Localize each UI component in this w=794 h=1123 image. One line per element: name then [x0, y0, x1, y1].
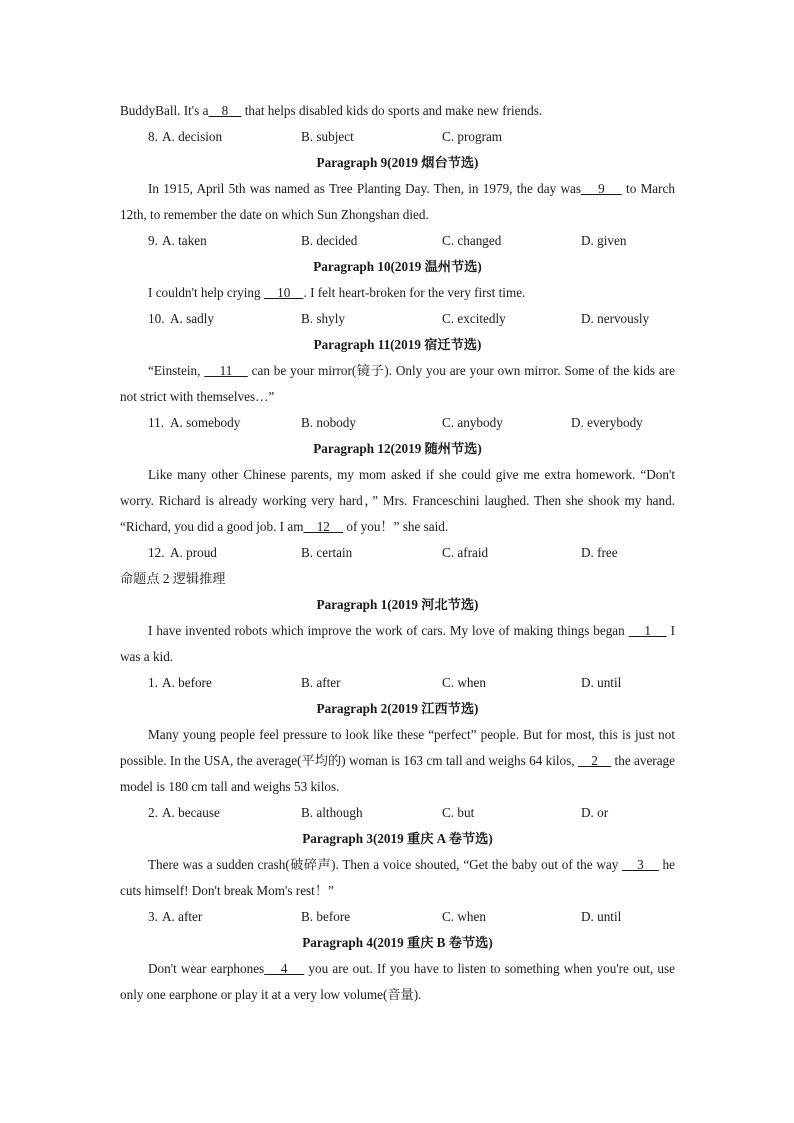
paragraph-1-text [120, 618, 675, 670]
option-c: C. changed [442, 233, 502, 248]
text: Don't wear earphones [148, 961, 265, 976]
paragraph-2-text [120, 722, 675, 800]
text: BuddyBall. It's a [120, 103, 209, 118]
text: you are out. If you have to listen to something when you're out, use only one earphone or play it at a very low volume(音量). [120, 961, 675, 1002]
options-1 [120, 670, 675, 696]
paragraph-10-heading: Paragraph 10(2019 温州节选) [313, 259, 482, 274]
option-c: C. afraid [442, 545, 489, 560]
option-d: D. given [581, 233, 627, 248]
option-d: D. free [581, 545, 618, 560]
paragraph-9-heading: Paragraph 9(2019 烟台节选) [316, 155, 479, 170]
blank-1: 1 [628, 623, 667, 638]
blank-3: 3 [622, 857, 659, 872]
options-8 [120, 124, 675, 150]
option-a: A. because [162, 805, 220, 820]
option-a: A. taken [162, 233, 207, 248]
option-a: A. proud [170, 545, 217, 560]
options-11 [120, 410, 675, 436]
option-c: C. when [442, 675, 486, 690]
options-9 [120, 228, 675, 254]
option-d: D. or [581, 805, 609, 820]
text: Like many other Chinese parents, my mom asked if she could give me extra homework. “Don't worry. Richard is already working very hard，” Mrs. Franceschini laughed. Then she shook my hand. “Richard, you did a good job. I am [120, 467, 675, 534]
blank-2: 2 [577, 753, 612, 768]
option-b: B. before [301, 909, 351, 924]
option-d: D. everybody [571, 415, 643, 430]
option-d: D. until [581, 675, 622, 690]
options-2 [120, 800, 675, 826]
options-12 [120, 540, 675, 566]
option-a: A. somebody [170, 415, 241, 430]
option-a: A. before [162, 675, 212, 690]
blank-11: 11 [204, 363, 248, 378]
blank-10: 10 [263, 285, 304, 300]
option-c: C. excitedly [442, 311, 506, 326]
option-a: A. decision [162, 129, 223, 144]
paragraph-11-heading: Paragraph 11(2019 宿迁节选) [313, 337, 482, 352]
text: I was a kid. [120, 623, 675, 664]
option-b: B. shyly [301, 311, 345, 326]
paragraph-12-heading: Paragraph 12(2019 随州节选) [313, 441, 482, 456]
option-b: B. subject [301, 129, 354, 144]
text: In 1915, April 5th was named as Tree Planting Day. Then, in 1979, the day was [148, 181, 581, 196]
option-a: A. after [162, 909, 203, 924]
text: “Einstein, [148, 363, 205, 378]
question-number: 9. [148, 233, 158, 248]
question-number: 8. [148, 129, 158, 144]
options-3 [120, 904, 675, 930]
text: can be your mirror(镜子). Only you are your own mirror. Some of the kids are not strict with themselves…” [120, 363, 676, 404]
question-number: 12. [148, 545, 165, 560]
text: There was a sudden crash(破碎声). Then a voice shouted, “Get the baby out of the way [148, 857, 623, 872]
option-c: C. when [442, 909, 486, 924]
question-number: 11. [148, 415, 164, 430]
text: I have invented robots which improve the work of cars. My love of making things began [148, 623, 629, 638]
option-a: A. sadly [170, 311, 214, 326]
section-heading: 命题点 2 逻辑推理 [120, 571, 226, 586]
option-b: B. nobody [301, 415, 356, 430]
paragraph-3-text [120, 852, 675, 904]
text: to March 12th, to remember the date on which Sun Zhongshan died. [120, 181, 675, 222]
paragraph-4-heading: Paragraph 4(2019 重庆 B 卷节选) [302, 935, 493, 950]
text: of you！” she said. [343, 519, 449, 534]
question-number: 10. [148, 311, 165, 326]
paragraph-1-heading: Paragraph 1(2019 河北节选) [316, 597, 479, 612]
blank-4: 4 [264, 961, 305, 976]
option-b: B. certain [301, 545, 353, 560]
paragraph-9-text [120, 176, 675, 228]
option-c: C. program [442, 129, 503, 144]
option-b: B. although [301, 805, 363, 820]
option-b: B. decided [301, 233, 358, 248]
option-d: D. until [581, 909, 622, 924]
question-number: 1. [148, 675, 158, 690]
paragraph-10-text [120, 280, 675, 306]
option-c: C. but [442, 805, 475, 820]
document-page [120, 98, 675, 1008]
blank-12: 12 [303, 519, 344, 534]
option-c: C. anybody [442, 415, 503, 430]
text: Many young people feel pressure to look like these “perfect” people. But for most, this is just not possible. In the USA, the average(平均的) woman is 163 cm tall and weighs 64 kilos, [120, 727, 675, 768]
text: that helps disabled kids do sports and make new friends. [241, 103, 543, 118]
paragraph-11-text [120, 358, 675, 410]
text: . I felt heart-broken for the very first time. [303, 285, 526, 300]
blank-9: 9 [580, 181, 622, 196]
option-b: B. after [301, 675, 341, 690]
paragraph-8-tail [120, 98, 675, 124]
paragraph-3-heading: Paragraph 3(2019 重庆 A 卷节选) [302, 831, 493, 846]
blank-8: 8 [208, 103, 242, 118]
paragraph-4-text [120, 956, 675, 1008]
question-number: 2. [148, 805, 158, 820]
text: the average model is 180 cm tall and weighs 53 kilos. [120, 753, 676, 794]
text: I couldn't help crying [148, 285, 264, 300]
option-d: D. nervously [581, 311, 650, 326]
paragraph-12-text [120, 462, 675, 540]
question-number: 3. [148, 909, 158, 924]
options-10 [120, 306, 675, 332]
text: he cuts himself! Don't break Mom's rest！” [120, 857, 676, 898]
paragraph-2-heading: Paragraph 2(2019 江西节选) [316, 701, 479, 716]
